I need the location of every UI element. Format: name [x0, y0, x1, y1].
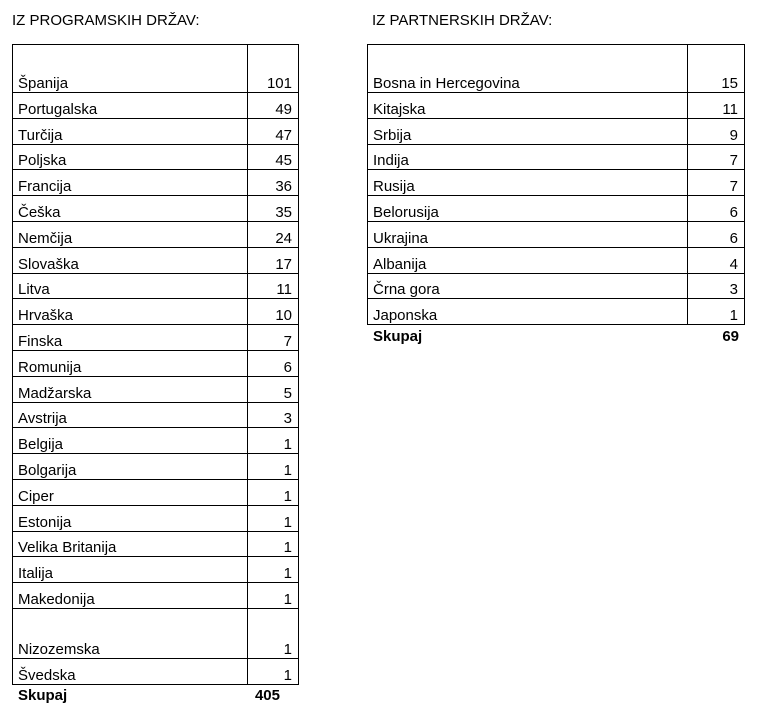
table-row: [13, 608, 299, 658]
table-row: [13, 144, 299, 170]
table-row: [368, 299, 745, 325]
count-cell: 1: [248, 658, 299, 684]
count-cell: 11: [248, 273, 299, 299]
table-row: [13, 221, 299, 247]
table-row: [13, 247, 299, 273]
count-cell: 3: [248, 402, 299, 428]
country-cell: Srbija: [368, 118, 688, 144]
partner-countries-table: [367, 44, 745, 325]
table-row: [13, 531, 299, 557]
table-row: [13, 299, 299, 325]
table-row: [13, 428, 299, 454]
count-cell: 17: [248, 247, 299, 273]
table-row: [368, 118, 745, 144]
country-cell: Češka: [13, 196, 248, 222]
table-row: [13, 170, 299, 196]
table-row: [368, 273, 745, 299]
country-cell: Ukrajina: [368, 221, 688, 247]
programme-countries-total: [18, 687, 280, 705]
count-cell: 1: [248, 608, 299, 658]
count-cell: 1: [688, 299, 745, 325]
table-row: [13, 376, 299, 402]
country-cell: Indija: [368, 144, 688, 170]
table-row: [13, 45, 299, 93]
country-cell: Nizozemska: [13, 608, 248, 658]
table-row: [368, 247, 745, 273]
count-cell: 10: [248, 299, 299, 325]
country-cell: Kitajska: [368, 93, 688, 119]
country-cell: Hrvaška: [13, 299, 248, 325]
count-cell: 15: [688, 45, 745, 93]
country-cell: Francija: [13, 170, 248, 196]
count-cell: 35: [248, 196, 299, 222]
table-row: [13, 505, 299, 531]
table-row: [368, 45, 745, 93]
country-cell: Bolgarija: [13, 454, 248, 480]
table-row: [368, 93, 745, 119]
table-row: [368, 144, 745, 170]
total-label: Skupaj: [373, 328, 423, 345]
count-cell: 6: [688, 196, 745, 222]
programme-countries-heading: IZ PROGRAMSKIH DRŽAV:: [12, 12, 200, 29]
count-cell: 1: [248, 428, 299, 454]
country-cell: Finska: [13, 325, 248, 351]
country-cell: Japonska: [368, 299, 688, 325]
country-cell: Turčija: [13, 118, 248, 144]
country-cell: Švedska: [13, 658, 248, 684]
country-cell: Nemčija: [13, 221, 248, 247]
table-row: [368, 221, 745, 247]
table-row: [13, 658, 299, 684]
programme-countries-table: [12, 44, 299, 685]
table-row: [13, 196, 299, 222]
count-cell: 1: [248, 505, 299, 531]
table-row: [13, 273, 299, 299]
count-cell: 5: [248, 376, 299, 402]
count-cell: 1: [248, 454, 299, 480]
table-row: [13, 118, 299, 144]
count-cell: 7: [688, 170, 745, 196]
count-cell: 7: [248, 325, 299, 351]
table-row: [13, 454, 299, 480]
table-row: [13, 402, 299, 428]
country-cell: Romunija: [13, 350, 248, 376]
table-row: [13, 479, 299, 505]
table-row: [13, 350, 299, 376]
table-row: [13, 93, 299, 119]
country-cell: Estonija: [13, 505, 248, 531]
country-cell: Velika Britanija: [13, 531, 248, 557]
count-cell: 6: [688, 221, 745, 247]
count-cell: 9: [688, 118, 745, 144]
country-cell: Albanija: [368, 247, 688, 273]
table-row: [368, 170, 745, 196]
table-row: [13, 557, 299, 583]
table-row: [13, 583, 299, 609]
country-cell: Italija: [13, 557, 248, 583]
count-cell: 36: [248, 170, 299, 196]
country-cell: Španija: [13, 45, 248, 93]
count-cell: 24: [248, 221, 299, 247]
count-cell: 1: [248, 583, 299, 609]
count-cell: 3: [688, 273, 745, 299]
count-cell: 4: [688, 247, 745, 273]
count-cell: 101: [248, 45, 299, 93]
partner-countries-heading: IZ PARTNERSKIH DRŽAV:: [372, 12, 553, 29]
country-cell: Slovaška: [13, 247, 248, 273]
country-cell: Litva: [13, 273, 248, 299]
table-row: [13, 325, 299, 351]
count-cell: 1: [248, 479, 299, 505]
count-cell: 45: [248, 144, 299, 170]
country-cell: Madžarska: [13, 376, 248, 402]
count-cell: 1: [248, 557, 299, 583]
country-cell: Ciper: [13, 479, 248, 505]
country-cell: Belgija: [13, 428, 248, 454]
partner-countries-total: [373, 328, 739, 346]
count-cell: 1: [248, 531, 299, 557]
total-value: 405: [254, 687, 280, 704]
country-cell: Rusija: [368, 170, 688, 196]
total-label: Skupaj: [18, 687, 68, 704]
count-cell: 6: [248, 350, 299, 376]
table-row: [368, 196, 745, 222]
country-cell: Bosna in Hercegovina: [368, 45, 688, 93]
country-cell: Portugalska: [13, 93, 248, 119]
count-cell: 11: [688, 93, 745, 119]
count-cell: 49: [248, 93, 299, 119]
country-cell: Črna gora: [368, 273, 688, 299]
country-cell: Poljska: [13, 144, 248, 170]
total-value: 69: [722, 328, 739, 345]
country-cell: Belorusija: [368, 196, 688, 222]
country-cell: Makedonija: [13, 583, 248, 609]
country-cell: Avstrija: [13, 402, 248, 428]
count-cell: 47: [248, 118, 299, 144]
count-cell: 7: [688, 144, 745, 170]
